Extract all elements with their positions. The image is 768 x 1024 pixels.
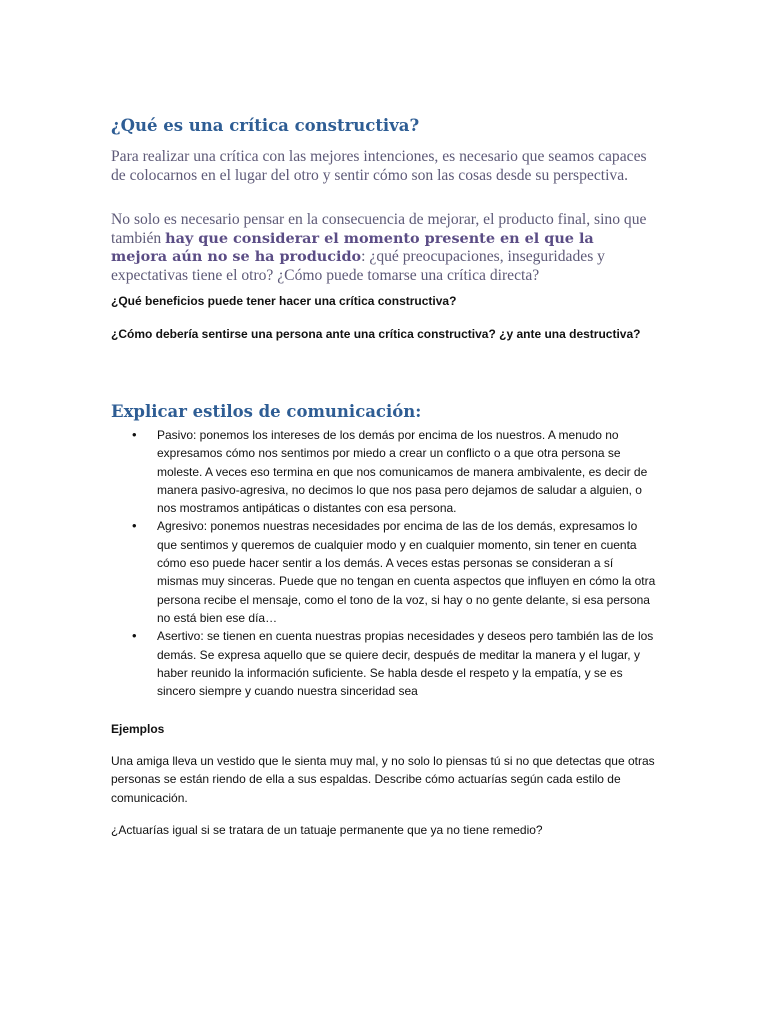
- communication-styles-list: [111, 426, 656, 700]
- consideration-emphasis: hay que considerar el momento presente en el que la mejora aún no se ha producido: [111, 229, 594, 265]
- section-heading-estilos: Explicar estilos de comunicación:: [111, 402, 422, 421]
- list-item-pasivo: [111, 426, 656, 517]
- intro-paragraph: Para realizar una crítica con las mejores intenciones, es necesario que seamos capaces de colocarnos en el lugar del otro y sentir cómo son las cosas desde su perspectiva.: [111, 148, 647, 184]
- section-heading-critica: ¿Qué es una crítica constructiva?: [111, 116, 420, 135]
- list-item-text: Asertivo: se tienen en cuenta nuestras propias necesidades y deseos pero también las de los demás. Se expresa aquello que se quiere decir, después de meditar la manera y el lugar, y haber reunido la información suficiente. Se habla desde el respeto y la empatía, y se es sincero siempre y cuando nuestra sinceridad sea: [157, 629, 654, 699]
- list-item-text: Agresivo: ponemos nuestras necesidades por encima de las de los demás, expresamos lo que sentimos y queremos de cualquier modo y en cualquier momento, sin tener en cuenta cómo eso puede hacer sentir a los demás. A veces estas personas se consideran a sí mismas muy sinceras. Puede que no tengan en cuenta aspectos que influyen en cómo la otra persona recibe el mensaje, como el tono de la voz, si hay o no gente delante, si esa persona no está bien ese día…: [157, 519, 656, 625]
- list-item-asertivo: [111, 627, 656, 700]
- bullet-icon: •: [132, 427, 137, 442]
- list-item-agresivo: [111, 517, 656, 627]
- question-feelings: ¿Cómo debería sentirse una persona ante una crítica constructiva? ¿y ante una destructiva?: [111, 327, 641, 341]
- list-item-text: Pasivo: ponemos los intereses de los demás por encima de los nuestros. A menudo no expresamos cómo nos sentimos por miedo a crear un conflicto o a que otra persona se moleste. A veces eso termina en que nos comunicamos de manera ambivalente, es decir de manera pasivo-agresiva, no decimos lo que nos pasa pero dejamos de saludar a alguien, o nos mostramos antipáticas o distantes con esa persona.: [157, 428, 648, 516]
- consideration-text-start: No solo es necesario pensar en la consecuencia de mejorar, el producto final, sino que también: [111, 211, 647, 247]
- bullet-icon: •: [132, 628, 137, 644]
- example-paragraph: Una amiga lleva un vestido que le sienta muy mal, y no solo lo piensas tú si no que detectas que otras personas se están riendo de ella a sus espaldas. Describe cómo actuarías según cada estilo de comunicación.: [111, 754, 655, 805]
- examples-heading: Ejemplos: [111, 722, 165, 736]
- bullet-icon: •: [132, 518, 137, 534]
- example-question: ¿Actuarías igual si se tratara de un tatuaje permanente que ya no tiene remedio?: [111, 823, 543, 837]
- question-benefits: ¿Qué beneficios puede tener hacer una crítica constructiva?: [111, 294, 457, 308]
- consideration-paragraph: [111, 211, 651, 285]
- consideration-text-end: : ¿qué preocupaciones, inseguridades y expectativas tiene el otro? ¿Cómo puede tomarse una crítica directa?: [111, 248, 605, 284]
